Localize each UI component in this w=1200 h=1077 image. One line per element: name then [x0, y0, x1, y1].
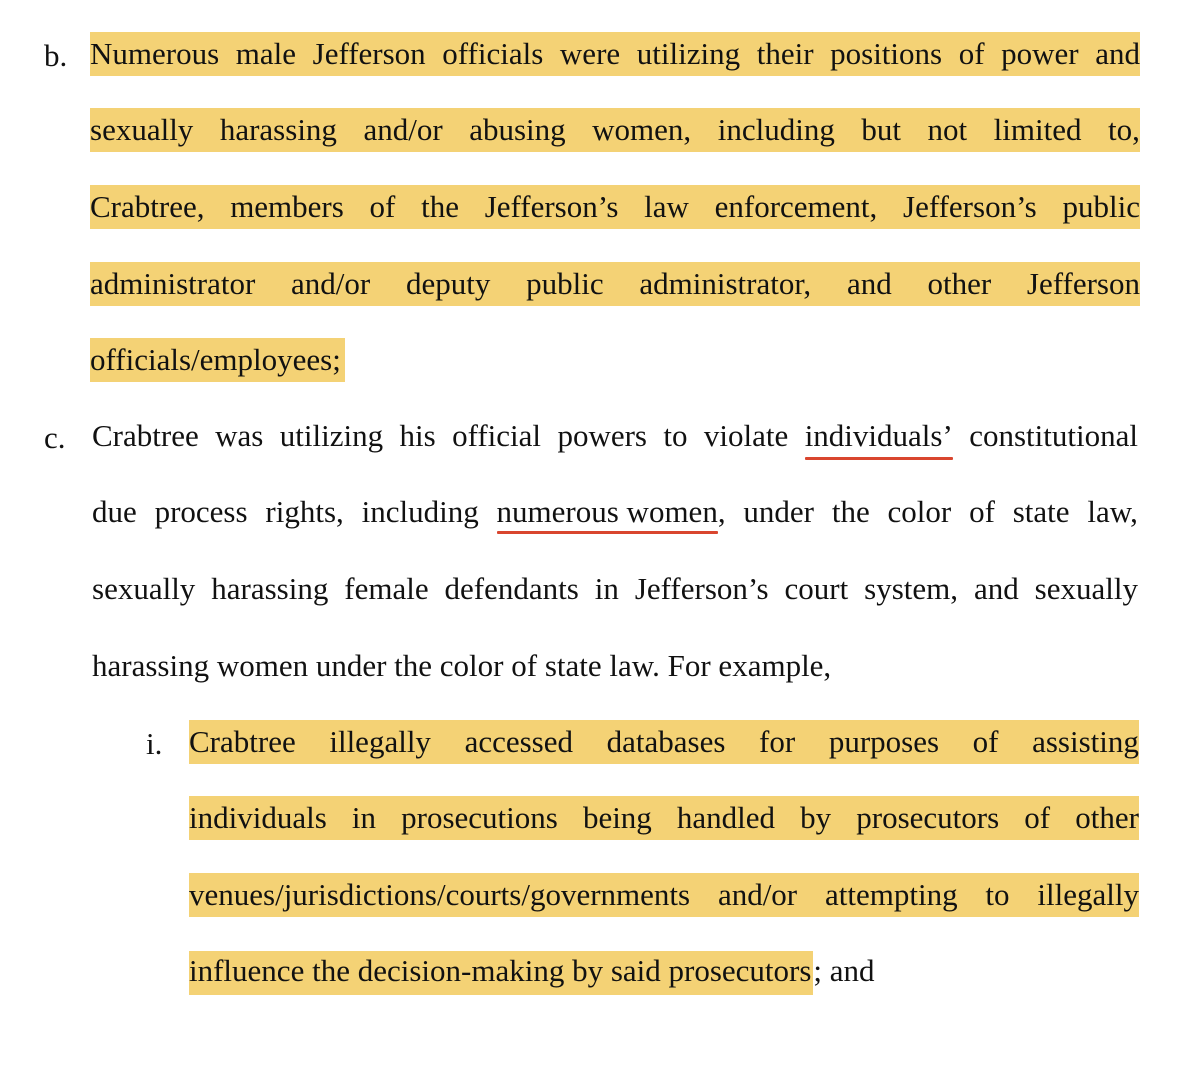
item-c-line-3-word: sexually — [92, 571, 196, 606]
item-b-line-4-word: other — [927, 266, 992, 301]
item-i-line-4-highlighted: influence the decision-making by said prosecutors — [189, 951, 813, 995]
item-c-line-3-word: female — [344, 571, 429, 606]
item-i-line-2-word: of — [1024, 800, 1051, 835]
item-b-line-2-word: to, — [1108, 112, 1140, 147]
item-b-line-4-word: administrator — [90, 266, 256, 301]
item-b-line-3-word: of — [369, 189, 396, 224]
item-i-line-1-word: purposes — [828, 724, 940, 759]
item-b-line-4-word: and/or — [291, 266, 371, 301]
item-c-line-1-pre-word: powers — [557, 418, 647, 453]
item-c-line-2-pre-word: process — [154, 494, 248, 529]
item-b-line-1-word: Jefferson — [312, 36, 426, 71]
item-i-line-3-word: attempting — [824, 877, 958, 912]
item-c-line-2-post-word: the — [831, 494, 870, 529]
item-b-line-1-word: and — [1095, 36, 1140, 71]
item-b-line-3-word: Jefferson’s — [484, 189, 619, 224]
item-i-line-3 — [189, 873, 1139, 917]
item-b-line-3 — [90, 185, 1140, 229]
item-b-line-2-word: but — [861, 112, 901, 147]
item-c-line-2 — [92, 490, 1138, 534]
list-marker-i: i. — [146, 726, 163, 761]
item-c-line-3-word: defendants — [444, 571, 579, 606]
item-b-line-2-word: and/or — [363, 112, 443, 147]
item-b-line-3-word: members — [230, 189, 344, 224]
item-c-line-3 — [92, 567, 1138, 611]
item-c-line-3-word: in — [594, 571, 619, 606]
item-b-line-4-word: deputy — [406, 266, 491, 301]
item-b-line-1-word: were — [559, 36, 621, 71]
item-b-line-1-word: utilizing — [636, 36, 741, 71]
item-i-line-2-word: prosecutions — [401, 800, 558, 835]
item-c-line-3-word: system, — [864, 571, 959, 606]
item-b-line-2-word: including — [717, 112, 835, 147]
item-c-line-3-word: sexually — [1034, 571, 1138, 606]
item-c-line-2-post-word: under — [743, 494, 814, 529]
item-b-line-1-word: their — [756, 36, 814, 71]
underlined-numerous-women-group — [497, 492, 726, 534]
item-b-line-3-word: public — [1062, 189, 1140, 224]
item-b-line-1-word: officials — [442, 36, 544, 71]
item-i-line-2-word: other — [1075, 800, 1139, 835]
item-c-line-1-pre-word: was — [215, 418, 264, 453]
item-i-line-1-word: accessed — [464, 724, 573, 759]
item-b-line-4-word: and — [846, 266, 892, 301]
item-i-line-4-tail: ; and — [813, 953, 875, 988]
item-i-line-1-word: Crabtree — [189, 724, 296, 759]
item-c-line-3-word: harassing — [211, 571, 329, 606]
item-c-line-1-post: constitutional — [969, 418, 1138, 453]
item-i-line-3-word: to — [985, 877, 1010, 912]
item-b-line-3-word: Crabtree, — [90, 189, 205, 224]
item-c-line-3-word: court — [784, 571, 849, 606]
item-b-line-3-word: the — [421, 189, 459, 224]
item-b-line-2-word: abusing — [469, 112, 566, 147]
underlined-numerous-women: numerous women — [497, 492, 718, 532]
item-i-line-2-word: in — [351, 800, 377, 835]
item-i-line-3-word: and/or — [717, 877, 798, 912]
item-c-line-3-word: Jefferson’s — [634, 571, 769, 606]
item-c-line-2-post-word: law, — [1087, 494, 1138, 529]
item-i-line-1-word: of — [972, 724, 999, 759]
item-b-line-4-word: Jefferson — [1026, 266, 1140, 301]
item-c-line-1-pre-word: his — [399, 418, 436, 453]
item-i-line-2-word: handled — [676, 800, 776, 835]
item-i-line-1-word: databases — [606, 724, 726, 759]
item-i-line-3-word: venues/jurisdictions/courts/governments — [189, 877, 691, 912]
item-b-line-1-word: Numerous — [90, 36, 220, 71]
item-c-line-2-post-word: state — [1012, 494, 1070, 529]
item-c-line-2-pre-word: due — [92, 494, 137, 529]
item-i-line-2 — [189, 796, 1139, 840]
item-i-line-1-word: assisting — [1032, 724, 1139, 759]
item-i-line-4 — [189, 949, 875, 993]
list-marker-c: c. — [44, 420, 66, 455]
item-i-line-1 — [189, 720, 1139, 764]
item-b-line-4-word: administrator, — [639, 266, 812, 301]
item-c-line-4: harassing women under the color of state law. For example, — [92, 648, 832, 683]
item-b-line-3-word: law — [644, 189, 689, 224]
item-i-line-2-word: individuals — [189, 800, 327, 835]
item-b-line-2-word: not — [927, 112, 968, 147]
item-c-line-2-pre-word: rights, — [265, 494, 344, 529]
underlined-individuals: individuals’ — [805, 416, 953, 458]
item-c-line-1-pre-word: utilizing — [279, 418, 384, 453]
item-b-line-3-word: enforcement, — [714, 189, 878, 224]
item-c-line-3-word: and — [973, 571, 1019, 606]
item-b-line-2-word: harassing — [219, 112, 337, 147]
item-i-line-2-word: being — [582, 800, 652, 835]
item-c-line-1-pre-word: official — [452, 418, 542, 453]
item-b-line-5: officials/employees; — [90, 338, 345, 382]
item-b-line-2-word: women, — [592, 112, 692, 147]
item-i-line-1-word: for — [759, 724, 796, 759]
item-c-line-2-post-word: color — [887, 494, 952, 529]
item-b-line-1-word: male — [235, 36, 297, 71]
item-b-line-1-word: positions — [830, 36, 943, 71]
item-c-line-1 — [92, 414, 1138, 458]
item-c-line-1-pre-word: violate — [703, 418, 789, 453]
item-c-line-1-pre-word: Crabtree — [92, 418, 199, 453]
item-b-line-2-word: sexually — [90, 112, 194, 147]
item-c-line-2-comma: , — [717, 494, 726, 529]
item-i-line-2-word: by — [800, 800, 832, 835]
item-b-line-2-word: limited — [993, 112, 1082, 147]
item-b-line-1 — [90, 32, 1140, 76]
item-c-line-2-pre-word: including — [361, 494, 479, 529]
item-c-line-2-post-word: of — [969, 494, 995, 529]
list-marker-b: b. — [44, 38, 68, 73]
item-b-line-1-word: power — [1001, 36, 1079, 71]
item-i-line-1-word: illegally — [329, 724, 431, 759]
item-b-line-1-word: of — [958, 36, 985, 71]
item-i-line-2-word: prosecutors — [856, 800, 1000, 835]
item-i-line-3-word: illegally — [1037, 877, 1139, 912]
item-b-line-4 — [90, 262, 1140, 306]
item-c-line-1-pre-word: to — [663, 418, 688, 453]
item-b-line-2 — [90, 108, 1140, 152]
item-b-line-4-word: public — [526, 266, 604, 301]
item-b-line-3-word: Jefferson’s — [903, 189, 1037, 224]
